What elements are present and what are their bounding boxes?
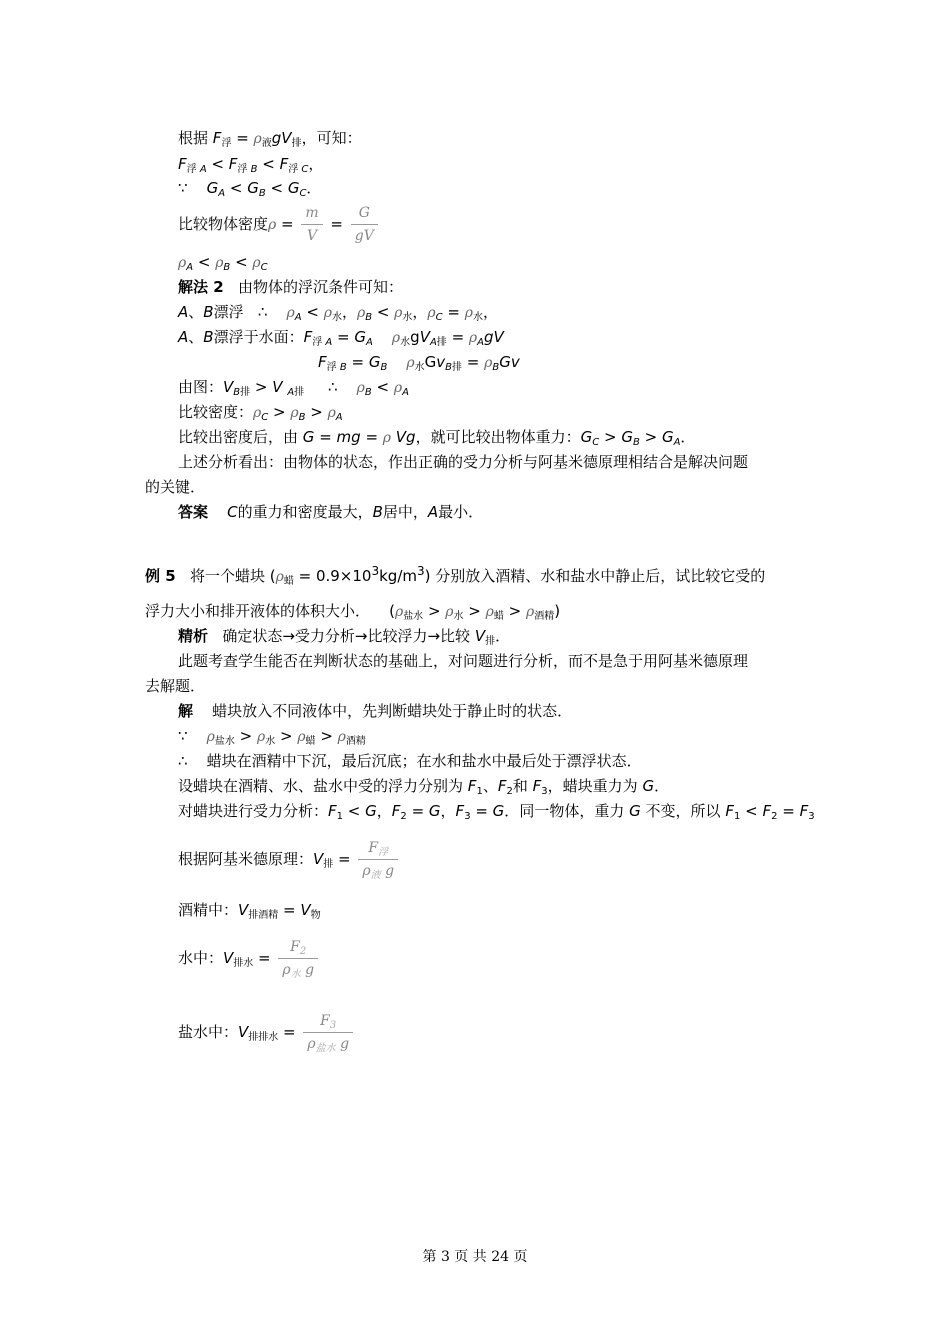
line-method2: [178, 277, 403, 297]
line-example5-question-2: 浮力大小和排开液体的体积大小． $(\rho_{盐水} > \rho_水 > \rho_蜡 > \rho_{酒精})$: [145, 602, 561, 622]
text: 由物体的浮沉条件可知：: [237, 278, 403, 296]
text: 设蜡块在酒精、水、盐水中受的浮力分别为: [178, 777, 464, 795]
text: 对蜡块进行受力分析：: [178, 802, 329, 820]
text: 将一个蜡块 (: [189, 567, 276, 585]
analysis-label: 精析: [178, 627, 209, 645]
text: 漂浮于水面：: [213, 328, 304, 346]
fraction-m-over-v: $\frac{m}{V}$: [301, 204, 322, 245]
line-compare-density: 比较密度：$\rho_C > \rho_B > \rho_A$: [178, 403, 343, 423]
text: ，蜡块重力为: [547, 777, 638, 795]
line-note-2: 去解题．: [145, 677, 206, 695]
line-analysis: 精析 确定状态→受力分析→比较浮力→比较 $V_排$．: [178, 627, 511, 647]
line-archimedes: 根据阿基米德原理：$V_排$ = $\frac{F_浮}{\rho_液 g}$: [178, 837, 401, 881]
text: 不变，所以: [645, 802, 721, 820]
text: 居中，: [382, 503, 428, 521]
text: ，可知：: [301, 129, 362, 147]
text: 确定状态→受力分析→比较浮力→比较: [222, 627, 471, 645]
line-solution: [178, 701, 572, 721]
method2-label: 解法 2: [178, 278, 224, 296]
text: 水中：: [178, 949, 224, 967]
line-set-forces: 设蜡块在酒精、水、盐水中受的浮力分别为 $F_1$、$F_2$和 $F_3$，蜡块重力为 G．: [178, 777, 670, 797]
line-therefore: ∴ 蜡块在酒精中下沉，最后沉底；在水和盐水中最后处于漂浮状态．: [178, 752, 642, 770]
text: 漂浮: [213, 303, 244, 321]
line-alcohol: 酒精中：$V_{排酒精} = V_物$: [178, 901, 321, 921]
text: 根据阿基米德原理：: [178, 850, 314, 868]
text: 蜡块在酒精中下沉，最后沉底；在水和盐水中最后处于漂浮状态．: [206, 752, 642, 770]
line-buoyancy-compare: $F_{浮 A} < F_{浮 B} < F_{浮 C}$，: [178, 155, 324, 175]
fraction-g-over-gv: $\frac{G}{gV}$: [351, 204, 378, 245]
text: 酒精中：: [178, 901, 239, 919]
line-answer: 答案 C的重力和密度最大，B居中，A最小．: [178, 503, 484, 521]
text: 同一物体，重力: [519, 802, 625, 820]
text: 最小．: [438, 503, 484, 521]
line-summary-1: 上述分析看出：由物体的状态，作出正确的受力分析与阿基米德原理相结合是解决问题: [178, 453, 749, 471]
solution-label: 解: [178, 702, 194, 720]
line-float-water-a: A、B漂浮于水面：$F_{浮 A} = G_A$ $\rho_水gV_{A排} = \rho_AgV$: [178, 328, 504, 348]
line-brine: 盐水中：$V_{排排水}$ = $\frac{F_3}{\rho_{盐水} g}$: [178, 1010, 356, 1054]
page-footer: 第 3 页 共 24 页: [422, 1249, 528, 1265]
line-example5-question: 例 5 将一个蜡块 $(\rho_蜡 = 0.9\times 10^3kg/m^3)$ 分别放入酒精、水和盐水中静止后，试比较它受的: [145, 564, 766, 587]
text: 浮力大小和排开液体的体积大小．: [145, 602, 371, 620]
text: 比较物体密度: [178, 215, 269, 233]
text: ) 分别放入酒精、水和盐水中静止后，试比较它受的: [424, 567, 766, 585]
line-weight-compare: ∵ $G_A < G_B < G_C$．: [178, 179, 322, 199]
line-compare-weight: 比较出密度后，由 G = mg = ρ Vg，就可比较出物体重力：$G_C > G_B > G_A$．: [178, 428, 696, 448]
text: 盐水中：: [178, 1023, 239, 1041]
text: 比较出密度后，由: [178, 428, 299, 446]
line-float-condition: A、B漂浮 ∴ $\rho_A < \rho_水$，$\rho_B < \rho_水$，$\rho_C = \rho_水$，: [178, 303, 498, 323]
line-density-compare: $\rho_A < \rho_B < \rho_C$: [178, 253, 268, 273]
line-density-formula: 比较物体密度ρ = $\frac{m}{V}$ = $\frac{G}{gV}$: [178, 203, 381, 246]
answer-label: 答案: [178, 503, 209, 521]
text: 由图：: [178, 378, 224, 396]
fraction-f2-over-rho-water-g: $\frac{F_2}{\rho_水 g}$: [278, 938, 318, 979]
text: 根据: [178, 129, 209, 147]
line-buoyancy-formula: 根据 $F_浮 = \rho_液gV_排$，可知：: [178, 129, 362, 149]
line-force-analysis: 对蜡块进行受力分析：$F_1 < G$，$F_2 = G$，$F_3 = G$．同一物体，重力 G 不变，所以 $F_1 < F_2 = F_3$: [178, 802, 815, 822]
line-from-figure: 由图：$V_{B排} > V$ $_{A排}$ ∴ $\rho_B < \rho_A$: [178, 378, 409, 398]
text: 的重力和密度最大，: [237, 503, 373, 521]
text: 蜡块放入不同液体中，先判断蜡块处于静止时的状态．: [212, 702, 573, 720]
fraction-buoyancy-over-rho-g: $\frac{F_浮}{\rho_液 g}$: [358, 839, 398, 880]
text: 和: [512, 777, 528, 795]
text: 比较密度：: [178, 403, 254, 421]
line-float-water-b: $F_{浮 B} = G_B$ $\rho_水Gv_{B排} = \rho_BGv$: [318, 353, 520, 373]
example-label: 例 5: [145, 567, 176, 585]
text: ，就可比较出物体重力：: [415, 428, 581, 446]
line-note-1: 此题考查学生能否在判断状态的基础上，对问题进行分析，而不是急于用阿基米德原理: [178, 652, 749, 670]
line-since: ∵ $\rho_{盐水} > \rho_水 > \rho_蜡 > \rho_{酒精}$: [178, 727, 366, 747]
line-summary-2: 的关键．: [145, 478, 206, 496]
fraction-f3-over-rho-brine-g: $\frac{F_3}{\rho_{盐水} g}$: [303, 1012, 353, 1053]
line-water: 水中：$V_{排水}$ = $\frac{F_2}{\rho_水 g}$: [178, 936, 321, 980]
